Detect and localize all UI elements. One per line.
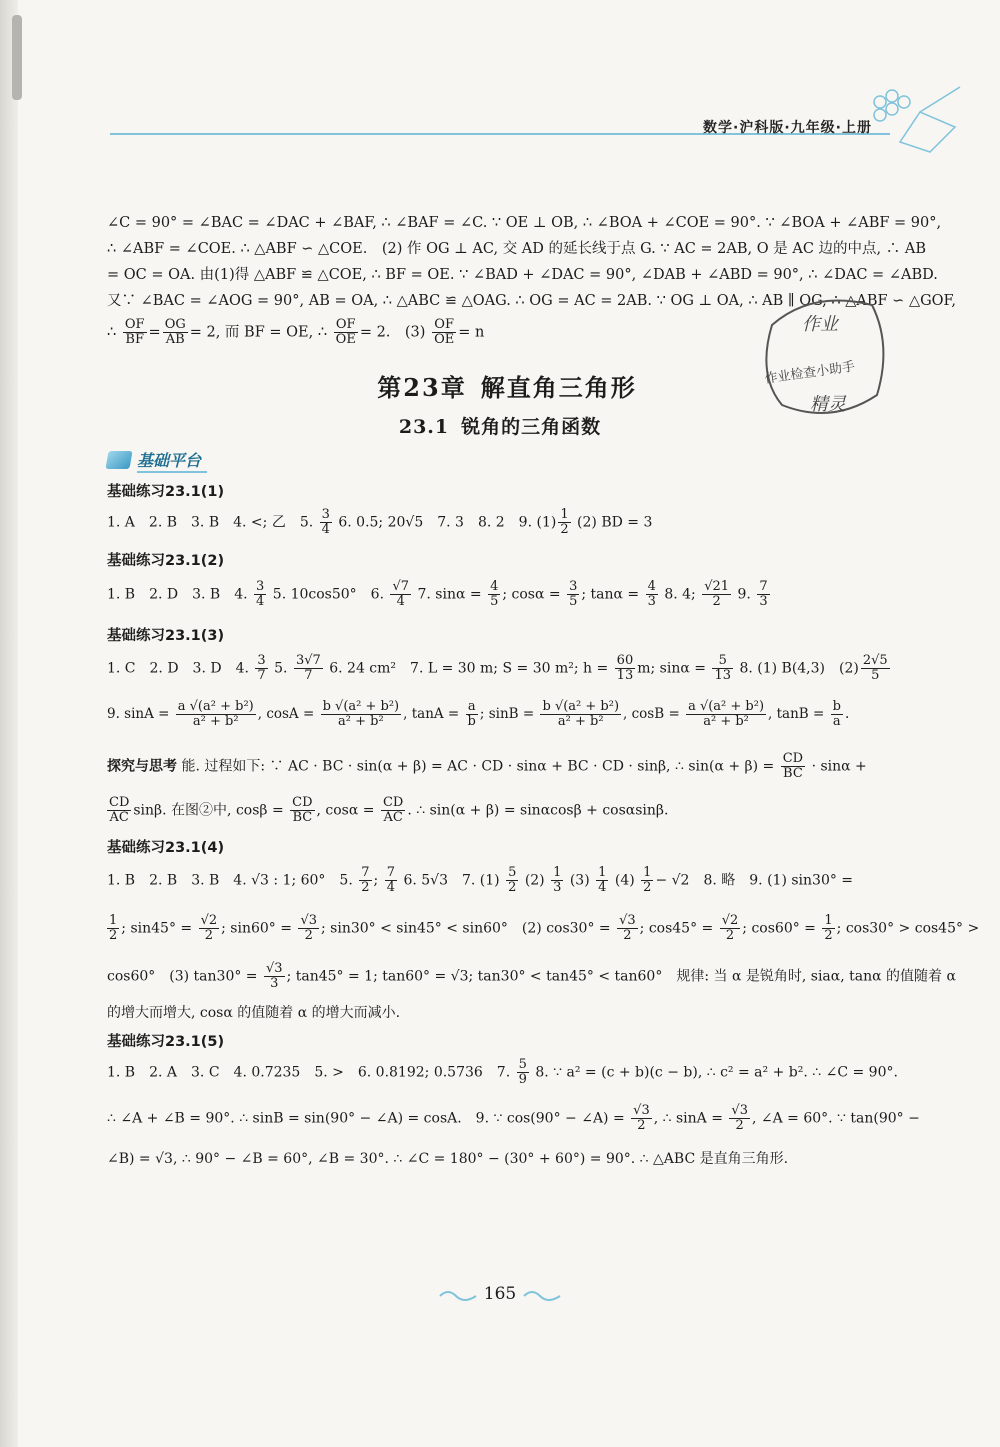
- exercise-5-title: 基础练习23.1(5): [107, 1034, 225, 1050]
- binding-mark: [12, 15, 22, 100]
- fraction: $\frac{√3}{2}$: [300, 913, 317, 943]
- fraction: $\frac{4}{3}$: [647, 579, 656, 609]
- exercise-1-title: 基础练习23.1(1): [107, 484, 225, 500]
- fraction: $\frac{CD}{BC}$: [292, 795, 313, 825]
- fraction: $\frac{3}{5}$: [569, 579, 578, 609]
- exercise-2-answers: 1. B 2. D 3. B 4. $\frac{3}{4}$ 5. 10cos50° 6. $\frac{√7}{4}$ 7. sinα = $\frac{4}{5}$ ; cosα = $\frac{3}{5}$ ; tanα = $\frac{4}{3}$ 8. 4; $\frac{√21}{2}$ 9. $\frac{7}{3}$: [107, 579, 768, 609]
- fraction: $\frac{a}{b}$: [467, 699, 476, 729]
- explore-line-2: $\frac{CD}{AC}$ sinβ. 在图②中, cosβ = $\frac{CD}{BC}$ , cosα = $\frac{CD}{AC}$ . ∴ sin(α + β) = sinαcosβ + cosαsinβ.: [109, 795, 669, 825]
- exercise-4-line-3: cos60° (3) tan30° = $\frac{√3}{3}$ ; tan45° = 1; tan60° = √3; tan30° < tan45° < tan60° 规律: 当 α 是锐角时, siaα, tanα 的值随着 α: [107, 961, 956, 991]
- fraction: $\frac{7}{2}$: [361, 865, 370, 895]
- fraction: $\frac{5}{2}$: [508, 865, 517, 895]
- fraction: $\frac{\text{a √(a² + b²)}}{\text{a² + b²}}$: [688, 699, 765, 729]
- fraction: $\frac{2√5}{5}$: [862, 653, 888, 683]
- exercise-4-line-1: 1. B 2. B 3. B 4. √3 : 1; 60° 5. $\frac{7}{2}$ ; $\frac{7}{4}$ 6. 5√3 7. (1) $\frac{5}{2}$ (2) $\frac{1}{3}$ (3) $\frac{1}{4}$ (4) $\frac{1}{2}$ − √2 8. 略 9. (1) sin30° =: [107, 865, 854, 895]
- exercise-4-title: 基础练习23.1(4): [107, 840, 225, 856]
- fraction: $\frac{\text{b √(a² + b²)}}{\text{a² + b²}}$: [322, 699, 400, 729]
- header-decoration-icon: [860, 82, 970, 162]
- wave-left-icon: [438, 1288, 478, 1302]
- exercise-5-line-1: 1. B 2. A 3. C 4. 0.7235 5. > 6. 0.8192; 0.5736 7. $\frac{5}{9}$ 8. ∵ a² = (c + b)(c − b), ∴ c² = a² + b². ∴ ∠C = 90°.: [107, 1057, 898, 1087]
- exercise-3-answers: 1. C 2. D 3. D 4. $\frac{3}{7}$ 5. $\frac{3√7}{7}$ 6. 24 cm² 7. L = 30 m; S = 30 m²; h = $\frac{60}{13}$ m; sinα = $\frac{5}{13}$ 8. (1) B(4,3) (2) $\frac{2√5}{5}$: [107, 653, 888, 683]
- exercise-3-title: 基础练习23.1(3): [107, 628, 225, 644]
- fraction: $\frac{1}{4}$: [598, 865, 607, 895]
- fraction: $\frac{CD}{AC}$: [109, 795, 130, 825]
- fraction: $\frac{1}{2}$: [109, 913, 118, 943]
- wave-right-icon: [522, 1288, 562, 1302]
- exercise-5-line-2: ∴ ∠A + ∠B = 90°. ∴ sinB = sin(90° − ∠A) = cosA. 9. ∵ cos(90° − ∠A) = $\frac{√3}{2}$ , ∴ sinA = $\frac{√3}{2}$ , ∠A = 60°. ∵ tan(90° −: [107, 1103, 920, 1133]
- fraction: $\frac{OF}{OE}$: [335, 317, 356, 347]
- fraction: $\frac{1}{2}$: [560, 507, 569, 537]
- page-binding-edge: [0, 0, 18, 1447]
- intro-line-3: = OC = OA. 由(1)得 △ABF ≌ △COE, ∴ BF = OE. ∵ ∠BAD + ∠DAC = 90°, ∠DAB + ∠ABD = 90°, ∴ ∠DAC = ∠ABD.: [107, 267, 938, 283]
- fraction: $\frac{√2}{2}$: [721, 913, 739, 943]
- intro-line-4: 又∵ ∠BAC = ∠AOG = 90°, AB = OA, ∴ △ABC ≌ △OAG. ∴ OG = AC = 2AB. ∵ OG ⊥ OA, ∴ AB ∥ OG, ∴ △ABF ∽ △GOF,: [107, 293, 956, 309]
- fraction: $\frac{3}{4}$: [321, 507, 330, 537]
- page-number: 165: [0, 1284, 1000, 1304]
- fraction: $\frac{√21}{2}$: [704, 579, 730, 609]
- fraction: $\frac{√3}{2}$: [619, 913, 636, 943]
- exercise-2-title: 基础练习23.1(2): [107, 553, 225, 569]
- intro-line-2: ∴ ∠ABF = ∠COE. ∴ △ABF ∽ △COE. (2) 作 OG ⊥ AC, 交 AD 的延长线于点 G. ∵ AC = 2AB, O 是 AC 边的中点, ∴ AB: [107, 241, 926, 257]
- fraction: $\frac{3}{4}$: [256, 579, 265, 609]
- fraction: $\frac{√3}{3}$: [266, 961, 283, 991]
- fraction: $\frac{√3}{2}$: [731, 1103, 748, 1133]
- intro-line-5: ∴ $\frac{OF}{BF}$ = $\frac{OG}{AB}$ = 2, 而 BF = OE, ∴ $\frac{OF}{OE}$ = 2. (3) $\frac{OF}{OE}$ = n: [107, 317, 485, 347]
- section-title: 23.1 锐角的三角函数: [398, 416, 602, 438]
- fraction: $\frac{4}{5}$: [490, 579, 499, 609]
- fraction: $\frac{OF}{BF}$: [124, 317, 145, 347]
- fraction: $\frac{CD}{BC}$: [782, 751, 804, 781]
- fraction: $\frac{5}{9}$: [518, 1057, 527, 1087]
- fraction: $\frac{OF}{OE}$: [434, 317, 455, 347]
- fraction: $\frac{1}{2}$: [643, 865, 652, 895]
- fraction: $\frac{b}{a}$: [832, 699, 841, 729]
- book-icon: [105, 451, 132, 469]
- exercise-3-q9: 9. sinA = $\frac{\text{a √(a² + b²)}}{\text{a² + b²}}$ , cosA = $\frac{\text{b √(a² + b²)}}{\text{a² + b²}}$ , tanA = $\frac{a}{b}$ ; sinB = $\frac{\text{b √(a² + b²)}}{\text{a² + b²}}$ , cosB = $\frac{\text{a √(a² + b²)}}{\text{a² + b²}}$ , tanB = $\frac{b}{a}$ .: [107, 699, 850, 729]
- running-header: 数学·沪科版·九年级·上册: [703, 120, 872, 136]
- svg-text:作业: 作业: [802, 314, 838, 335]
- fraction: $\frac{7}{3}$: [759, 579, 768, 609]
- intro-line-1: ∠C = 90° = ∠BAC = ∠DAC + ∠BAF, ∴ ∠BAF = ∠C. ∵ OE ⊥ OB, ∴ ∠BOA + ∠COE = 90°. ∵ ∠BOA + ∠ABF = 90°,: [107, 215, 942, 231]
- fraction: $\frac{3}{7}$: [257, 653, 266, 683]
- fraction: $\frac{CD}{AC}$: [382, 795, 404, 825]
- basic-platform-label: 基础平台: [107, 448, 207, 472]
- fraction: $\frac{3√7}{7}$: [295, 653, 321, 683]
- fraction: $\frac{5}{13}$: [714, 653, 731, 683]
- fraction: $\frac{60}{13}$: [616, 653, 634, 683]
- svg-text:精灵: 精灵: [810, 394, 846, 415]
- svg-text:作业检查小助手: 作业检查小助手: [763, 359, 856, 387]
- explore-line-1: 探究与思考 能. 过程如下: ∵ AC · BC · sin(α + β) = AC · CD · sinα + BC · CD · sinβ, ∴ sin(α + β) = $\frac{CD}{BC}$ · sinα +: [107, 751, 867, 781]
- fraction: $\frac{\text{b √(a² + b²)}}{\text{a² + b²}}$: [542, 699, 620, 729]
- homework-stamp: [752, 285, 892, 425]
- fraction: $\frac{√2}{2}$: [200, 913, 218, 943]
- exercise-4-line-2: $\frac{1}{2}$ ; sin45° = $\frac{√2}{2}$ ; sin60° = $\frac{√3}{2}$ ; sin30° < sin45° < sin60° (2) cos30° = $\frac{√3}{2}$ ; cos45° = $\frac{√2}{2}$ ; cos60° = $\frac{1}{2}$ ; cos30° > cos45° >: [109, 913, 980, 943]
- fraction: $\frac{\text{a √(a² + b²)}}{\text{a² + b²}}$: [177, 699, 254, 729]
- fraction: $\frac{1}{2}$: [824, 913, 833, 943]
- fraction: $\frac{OG}{AB}$: [164, 317, 186, 347]
- exercise-5-line-3: ∠B) = √3, ∴ 90° − ∠B = 60°, ∠B = 30°. ∴ ∠C = 180° − (30° + 60°) = 90°. ∴ △ABC 是直角三角形.: [107, 1151, 789, 1167]
- chapter-title: 第23章 解直角三角形: [377, 373, 637, 402]
- exercise-1-answers: 1. A 2. B 3. B 4. <; 乙 5. $\frac{3}{4}$ 6. 0.5; 20√5 7. 3 8. 2 9. (1) $\frac{1}{2}$ (2) BD = 3: [107, 507, 653, 537]
- fraction: $\frac{7}{4}$: [386, 865, 395, 895]
- fraction: $\frac{√3}{2}$: [633, 1103, 650, 1133]
- fraction: $\frac{1}{3}$: [553, 865, 562, 895]
- fraction: $\frac{√7}{4}$: [392, 579, 410, 609]
- exercise-4-line-4: 的增大而增大, cosα 的值随着 α 的增大而减小.: [107, 1005, 401, 1021]
